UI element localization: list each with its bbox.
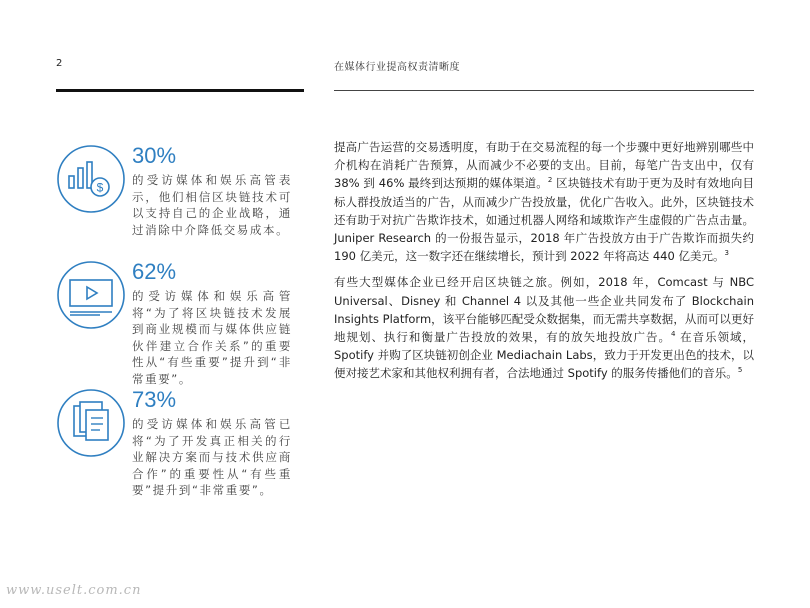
body-paragraph-1: 提高广告运营的交易透明度，有助于在交易流程的每一个步骤中更好地辨别哪些中介机构在消耗广告预算，从而减少不必要的支出。目前，每笔广告支出中，仅有 38% 到 46% 最终到达预期的媒体渠道。$^2$ 区块链技术有助于更为及时有效地向目标人群投放适当的广告，从而减少广告投放量，优化广告收入。此外，区块链技术还有助于对抗广告欺诈技术，如通过机器人网络和域欺诈产生虚假的广告点击量。Juniper Research 的一份报告显示，2018 年广告投放方由于广告欺诈而损失约 190 亿美元，这一数字还在继续增长，预计到 2022 年将高达 440 亿美元。$^3$ xyxy=(334,140,754,264)
bar-chart-dollar-icon xyxy=(56,144,126,214)
footnote-ref: 4 xyxy=(671,330,676,339)
stat-value: 62% xyxy=(132,259,177,284)
stat-description: 的受访媒体和娱乐高管表示，他们相信区块链技术可以支持自己的企业战略，通过消除中介降低交易成本。 xyxy=(132,173,292,237)
body-paragraph-2: 有些大型媒体企业已经开启区块链之旅。例如，2018 年，Comcast 与 NBC Universal、Disney 和 Channel 4 以及其他一些企业共同发布了 Blockchain Insights Platform，该平台能够匹配受众数据集，而无需共享数据，从而可以更好地规划、执行和衡量广告投放的效果，有的放矢地投放广告。$^4$ 在音乐领域，Spotify 并购了区块链初创企业 Mediachain Labs，致力于开发更出色的技术，以便对接艺术家和其他权利拥有者，合法地通过 Spotify 的服务传播他们的音乐。$^5$ xyxy=(334,275,755,381)
stat-description: 的受访媒体和娱乐高管已将“为了开发真正相关的行业解决方案而与技术供应商合作”的重要性从“有些重要”提升到“非常重要”。 xyxy=(132,417,292,497)
stat-value: 73% xyxy=(132,387,177,412)
footnote-ref: 2 xyxy=(547,176,553,185)
stat-description: 的受访媒体和娱乐高管将“为了将区块链技术发展到商业规模而与媒体供应链伙伴建立合作关系”的重要性从“有些重要”提升到“非常重要”。 xyxy=(132,289,292,386)
right-rule xyxy=(334,90,754,91)
stat-value: 30% xyxy=(132,143,177,168)
svg-text:$: $ xyxy=(96,180,104,195)
footnote-ref: 3 xyxy=(724,249,729,258)
footnote-ref: 5 xyxy=(737,366,743,375)
left-rule xyxy=(56,89,304,92)
page-number: 2 xyxy=(56,58,63,69)
body-text xyxy=(334,138,754,391)
running-header: 在媒体行业提高权责清晰度 xyxy=(334,62,460,73)
video-player-icon xyxy=(56,260,126,330)
document-stack-icon xyxy=(56,388,126,458)
watermark: www.uselt.com.cn xyxy=(6,583,142,598)
